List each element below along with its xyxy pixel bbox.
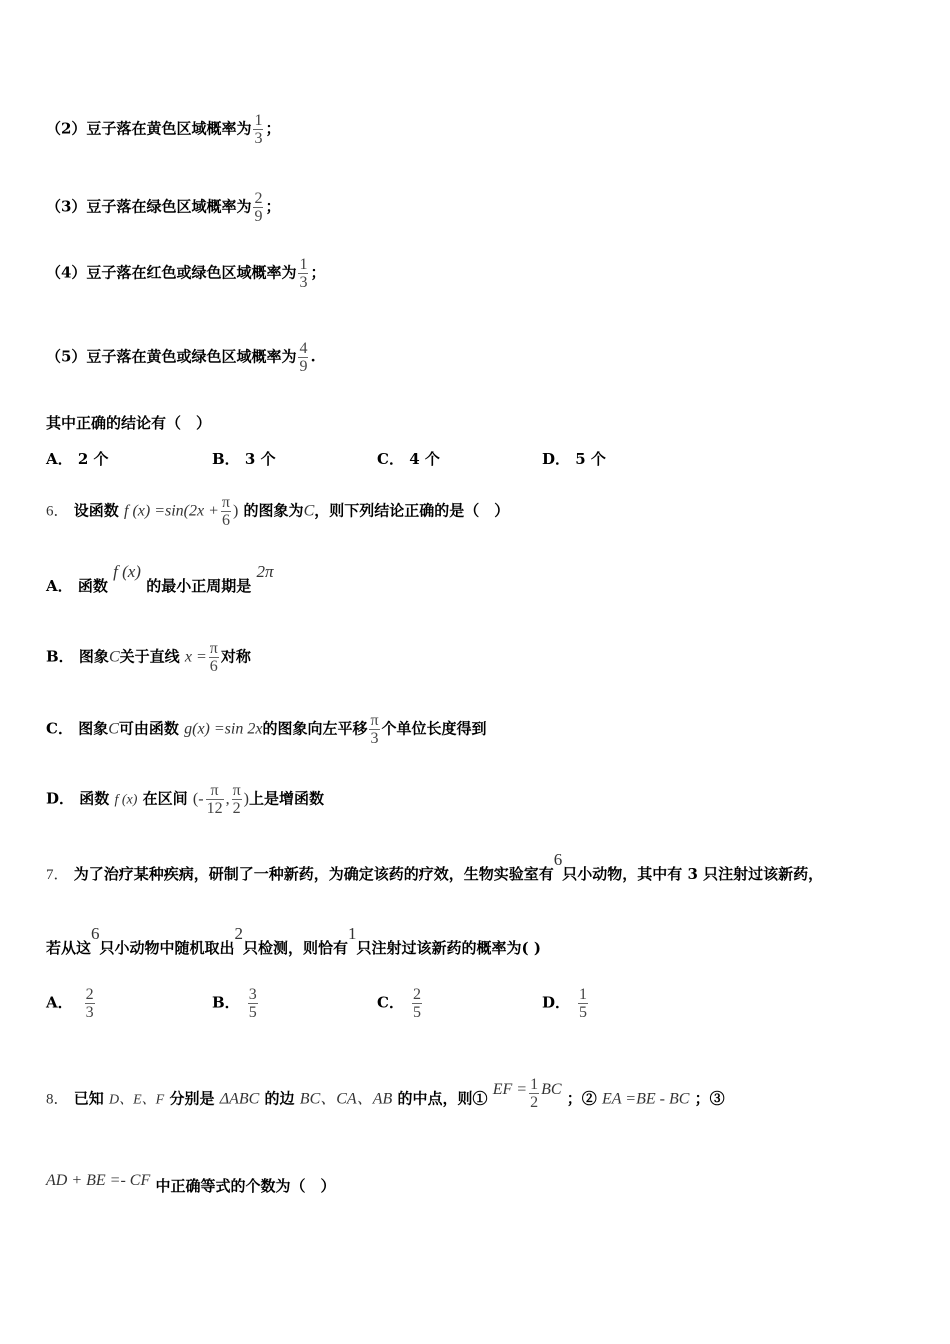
q7-option-c[interactable]: C． $\frac{2}{5}$ — [377, 986, 421, 1021]
q5-stem: 其中正确的结论有（ ） — [46, 414, 212, 432]
q5-statement-2: （2）豆子落在黄色区域概率为 $\frac{1}{3}$ ； — [46, 112, 281, 147]
q6-option-b[interactable]: B． 图象C关于直线 x = $\frac{\pi}{6}$ 对称 — [46, 640, 251, 675]
q5-option-d[interactable]: D． 5 个 — [542, 450, 606, 468]
fraction: $\frac{2}{9}$ — [254, 190, 263, 225]
q5-option-c[interactable]: C． 4 个 — [377, 450, 440, 468]
fraction: $\frac{3}{5}$ — [248, 986, 257, 1021]
q7-option-d[interactable]: D． $\frac{1}{5}$ — [542, 986, 588, 1021]
q7-option-a[interactable]: A． $\frac{2}{3}$ — [46, 986, 94, 1021]
fraction: $\frac{1}{3}$ — [299, 256, 308, 291]
fraction: $\frac{1}{3}$ — [254, 112, 263, 147]
q5-statement-4: （4）豆子落在红色或绿色区域概率为 $\frac{1}{3}$ ； — [46, 256, 326, 291]
q6-option-d[interactable]: D． 函数 f (x) 在区间 (- $\frac{\pi}{12}$ , $\frac{\pi}{2}$ )上是增函数 — [46, 782, 324, 817]
fraction: $\frac{\pi}{6}$ — [209, 640, 218, 675]
q7-stem-line-2: 若从这6只小动物中随机取出2只检测，则恰有1只注射过该新药的概率为( ) — [46, 924, 541, 957]
q5-statement-3: （3）豆子落在绿色区域概率为 $\frac{2}{9}$ ； — [46, 190, 281, 225]
fraction: $\frac{2}{3}$ — [85, 986, 94, 1021]
fraction: $\frac{1}{2}$ — [530, 1076, 539, 1111]
fraction: $\frac{\pi}{3}$ — [370, 712, 379, 747]
q5-option-b[interactable]: B． 3 个 — [212, 450, 276, 468]
q6-stem: 6． 设函数 f (x) =sin(2x + $\frac{\pi}{6}$ ) 的图象为C，则下列结论正确的是（ ） — [46, 494, 510, 529]
q8-stem-line-2: AD + BE =- CF 中正确等式的个数为（ ） — [46, 1172, 336, 1195]
fraction: $\frac{2}{5}$ — [412, 986, 421, 1021]
q5-option-a[interactable]: A． 2 个 — [46, 450, 109, 468]
q7-option-b[interactable]: B． $\frac{3}{5}$ — [212, 986, 257, 1021]
fraction: $\frac{\pi}{2}$ — [232, 782, 241, 817]
q6-option-c[interactable]: C． 图象C可由函数 g(x) =sin 2x的图象向左平移 $\frac{\pi}{3}$ 个单位长度得到 — [46, 712, 487, 747]
fraction: $\frac{4}{9}$ — [299, 340, 308, 375]
q7-stem-line-1: 7． 为了治疗某种疾病，研制了一种新药，为确定该药的疗效，生物实验室有6只小动物，其中有 3 只注射过该新药， — [46, 850, 824, 883]
fraction: $\frac{\pi}{6}$ — [221, 494, 230, 529]
fraction: $\frac{\pi}{12}$ — [206, 782, 223, 817]
q6-option-a[interactable]: A． 函数 f (x) 的最小正周期是 2π — [46, 562, 274, 595]
q5-statement-5: （5）豆子落在黄色或绿色区域概率为 $\frac{4}{9}$ . — [46, 340, 316, 375]
fraction: $\frac{1}{5}$ — [579, 986, 588, 1021]
q8-stem-line-1: 8． 已知 D、E、F 分别是 ΔABC 的边 BC、CA、AB 的中点，则① EF = $\frac{1}{2}$ BC ；② EA =BE - BC ；③ — [46, 1076, 725, 1111]
